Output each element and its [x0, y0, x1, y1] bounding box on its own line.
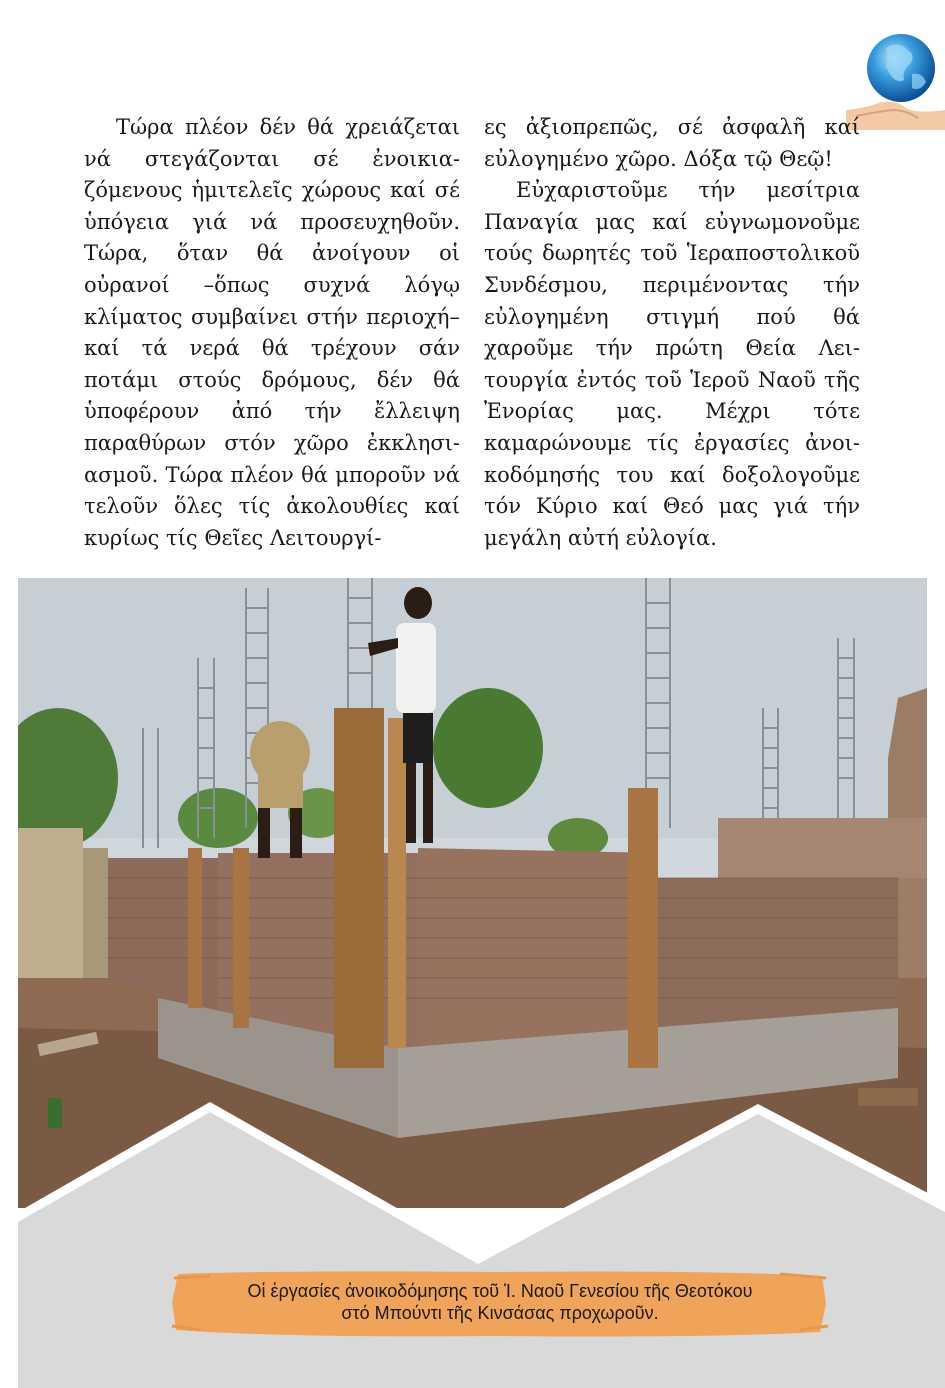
caption-text [170, 1280, 830, 1324]
globe-in-hands-icon [846, 30, 945, 130]
article-paragraph: ες ἀξιοπρεπῶς, σέ ἀσφαλῆ καί εὐλογημένο χῶρο. Δόξα τῷ Θεῷ! [484, 115, 860, 171]
article-paragraph: Εὐχαριστοῦμε τήν μεσίτρια Παναγία μας καί εὐγνωμονοῦμε τούς δωρητές τοῦ Ἱεραποστολικοῦ Συνδέσμου, περιμένοντας τήν εὐλογημένη στιγμή πού θά χαροῦμε τήν πρώτη Θεία Λειτουργία ἐντός τοῦ Ἱεροῦ Ναοῦ τῆς Ἐνορίας μας. Μέχρι τότε καμαρώνουμε τίς ἐργασίες ἀνοικοδόμησής του καί δοξολογοῦμε τόν Κύριο καί Θεό μας γιά τήν μεγάλη αὐτή εὐλογία. [484, 178, 860, 550]
article-paragraph: Τώρα πλέον δέν θά χρειάζεται νά στεγάζονται σέ ἐνοικιαζόμενους ἡμιτελεῖς χώρους καί σέ ὑπόγεια γιά νά προσευχηθοῦν. Τώρα, ὅταν θά ἀνοίγουν οἱ οὐρανοί –ὅπως συχνά λόγῳ κλίματος συμβαίνει στήν περιοχή– καί τά νερά θά τρέχουν σάν ποτάμι στούς δρόμους, δέν θά ὑποφέρουν ἀπό τήν ἔλλειψη παραθύρων στόν χῶρο ἐκκλησιασμοῦ. Τώρα πλέον θά μποροῦν νά τελοῦν ὅλες τίς ἀκολουθίες καί κυρίως τίς Θεῖες Λειτουργί- [84, 115, 460, 550]
caption-line-2: στό Μπούντι τῆς Κινσάσας προχωροῦν. [341, 1303, 659, 1323]
decorative-mountain-band [18, 1100, 945, 1388]
article-right-column [484, 112, 860, 554]
article-left-column [84, 112, 460, 554]
caption-line-1: Οἱ ἐργασίες ἀνοικοδόμησης τοῦ Ἱ. Ναοῦ Γενεσίου τῆς Θεοτόκου [247, 1281, 753, 1301]
photo-caption [170, 1268, 830, 1340]
